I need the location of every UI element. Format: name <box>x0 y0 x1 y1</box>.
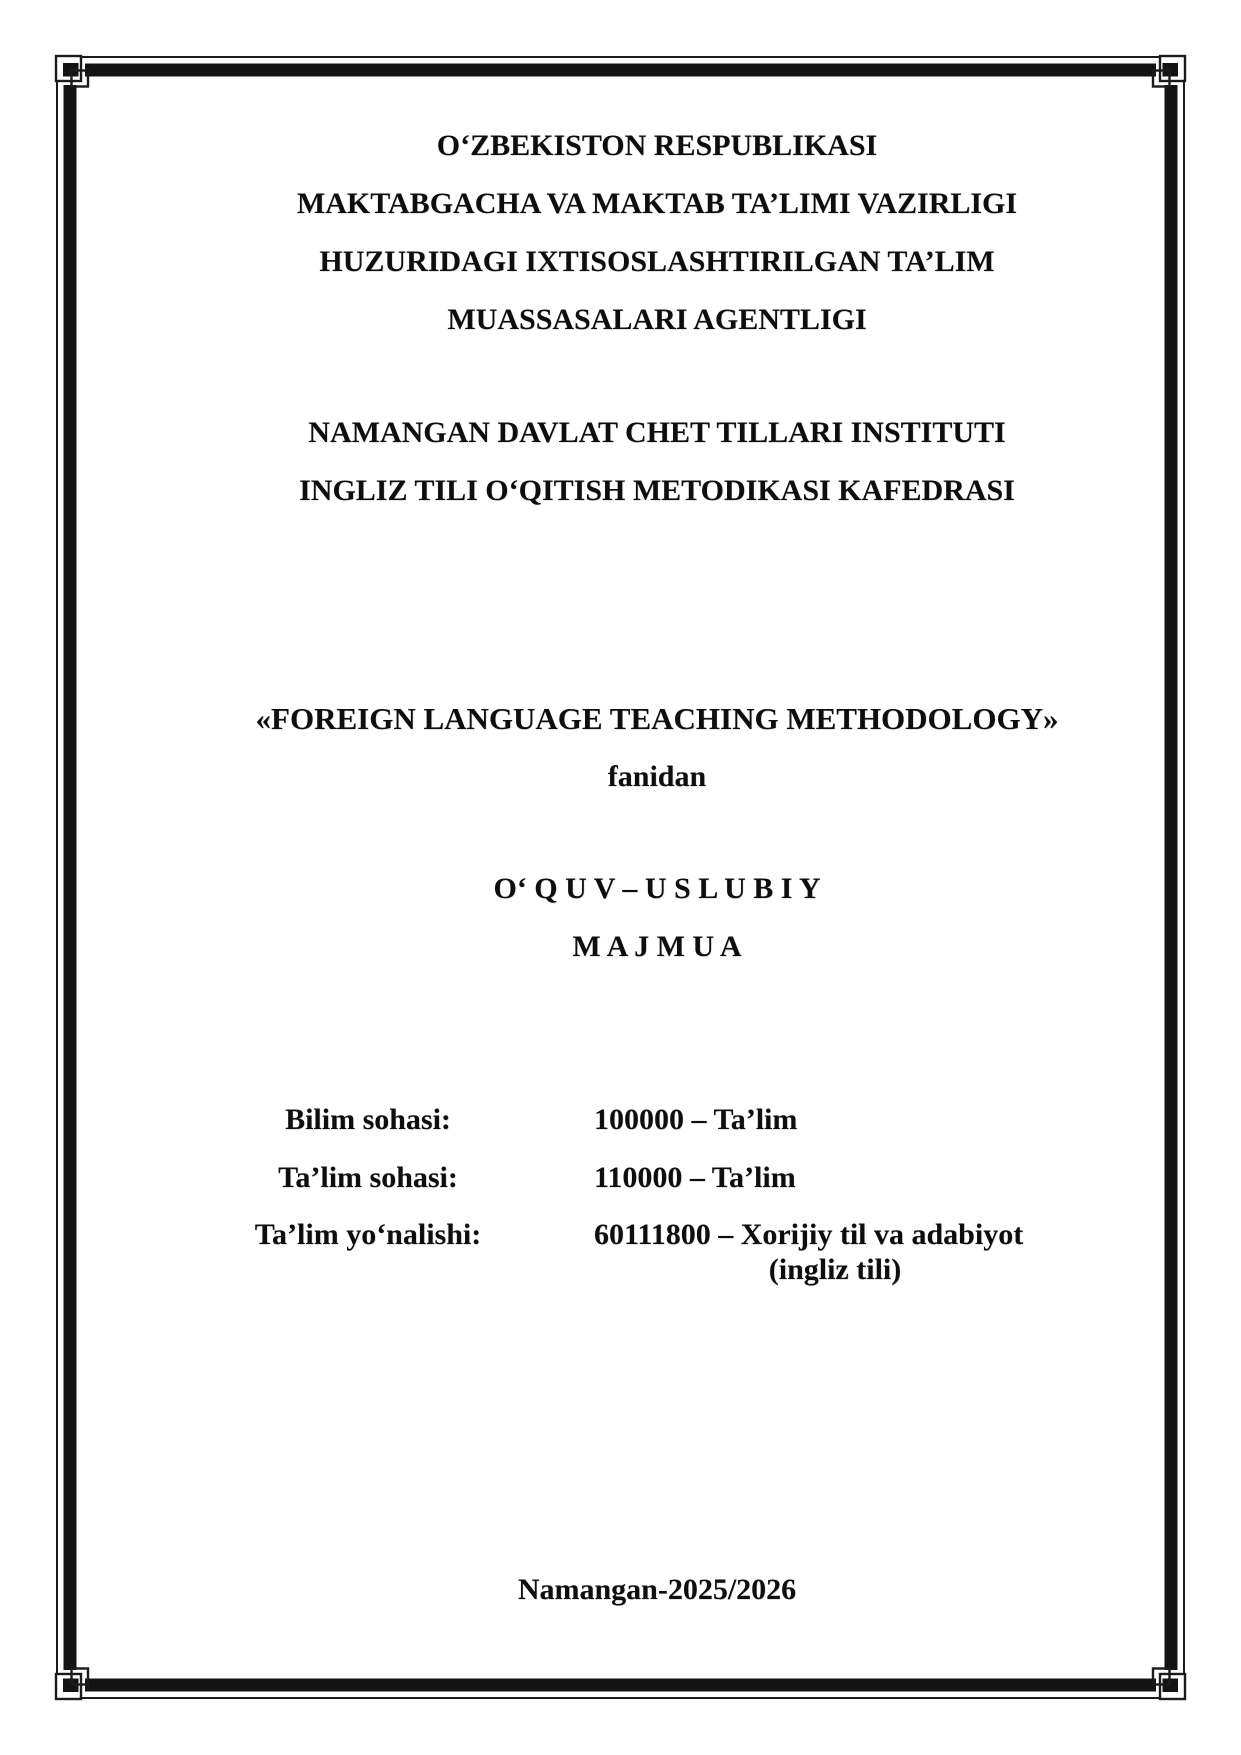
ministry-line-2: MAKTABGACHA VA MAKTAB TA’LIMI VAZIRLIGI <box>296 187 1018 220</box>
subject-title: «FOREIGN LANGUAGE TEACHING METHODOLOGY» <box>255 701 1059 736</box>
department-line: INGLIZ TILI O‘QITISH METODIKASI KAFEDRASI <box>299 474 1015 507</box>
program-value: 100000 – Ta’lim <box>594 1103 798 1136</box>
program-value: 110000 – Ta’lim <box>594 1161 796 1194</box>
border-bar-top <box>85 64 1156 77</box>
program-label: Ta’lim sohasi: <box>278 1161 458 1194</box>
program-value-continuation: (ingliz tili) <box>768 1253 902 1286</box>
program-value: 60111800 – Xorijiy til va adabiyot <box>594 1218 1024 1251</box>
footer-city-year: Namangan-2025/2026 <box>517 1573 797 1606</box>
ministry-line-4: MUASSASALARI AGENTLIGI <box>447 303 867 336</box>
subject-block <box>150 690 1164 806</box>
majmua-line-2: M A J M U A <box>572 930 742 963</box>
majmua-block <box>150 860 1164 976</box>
program-label: Ta’lim yo‘nalishi: <box>254 1218 482 1251</box>
subject-subtitle: fanidan <box>607 760 707 793</box>
institute-header <box>150 404 1164 520</box>
border-bar-right <box>1165 85 1178 1670</box>
ministry-header <box>150 117 1164 349</box>
border-corner-knot <box>56 56 88 87</box>
program-label: Bilim sohasi: <box>285 1103 451 1136</box>
border-bar-bottom <box>85 1679 1156 1692</box>
ministry-line-1: O‘ZBEKISTON RESPUBLIKASI <box>436 129 878 162</box>
ministry-line-3: HUZURIDAGI IXTISOSLASHTIRILGAN TA’LIM <box>319 245 995 278</box>
majmua-line-1: O‘ Q U V – U S L U B I Y <box>493 872 821 905</box>
border-bar-left <box>64 85 77 1670</box>
institute-line: NAMANGAN DAVLAT CHET TILLARI INSTITUTI <box>308 416 1006 449</box>
